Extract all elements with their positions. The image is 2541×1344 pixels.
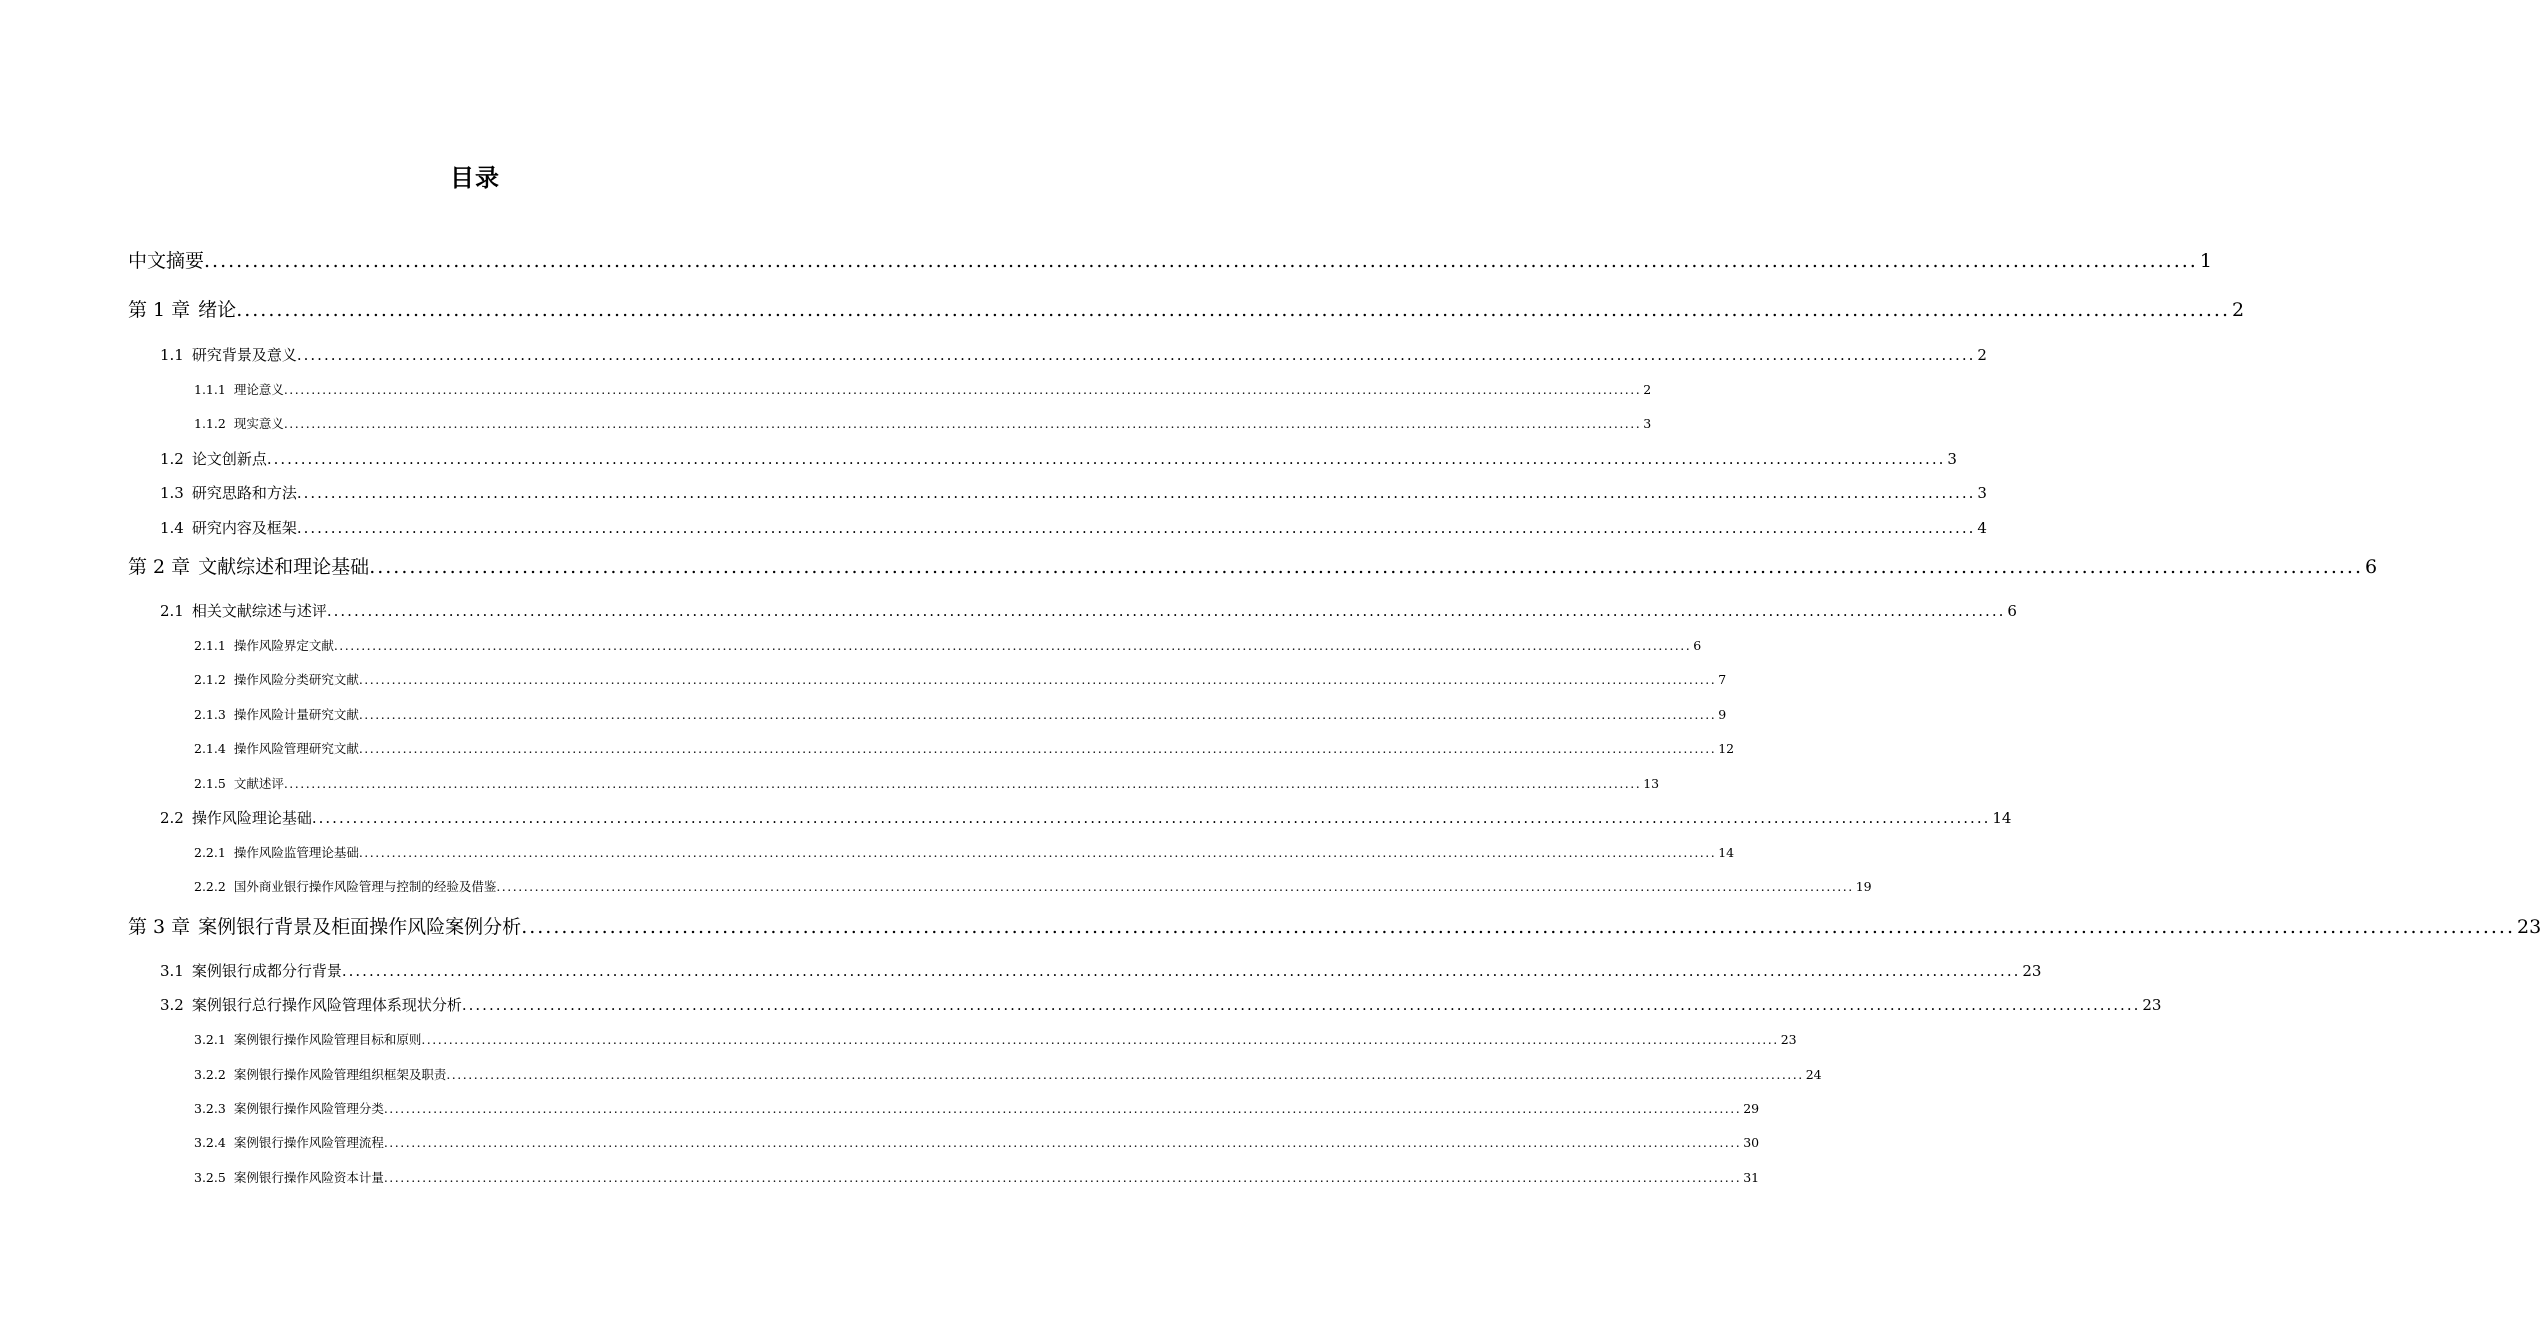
- toc-entry-number: 2.2: [160, 809, 184, 827]
- toc-leader-dots: ........................................................................................................................................................................................................................................................: [369, 556, 2363, 578]
- toc-entry-title: 绪论: [198, 299, 237, 321]
- toc-entry[interactable]: [194, 774, 1660, 792]
- toc-entry-page-number: 23: [2022, 962, 2042, 980]
- toc-entry[interactable]: [194, 705, 1727, 723]
- toc-entry-page-number: 14: [1718, 845, 1735, 860]
- toc-entry-page-number: 19: [1855, 879, 1872, 894]
- toc-entry-page-number: 13: [1643, 776, 1660, 791]
- toc-entry[interactable]: [160, 807, 2012, 828]
- toc-entry-page-number: 29: [1743, 1101, 1760, 1116]
- toc-entry[interactable]: [160, 960, 2042, 981]
- toc-entry-page-number: 6: [1693, 638, 1702, 653]
- toc-entry[interactable]: [160, 344, 1987, 365]
- toc-leader-dots: ........................................................................................................................................................................................................................................................: [383, 1135, 1742, 1150]
- toc-entry[interactable]: [194, 670, 1727, 688]
- toc-entry-number: 3.2.3: [194, 1101, 226, 1116]
- toc-entry-title: 案例银行操作风险管理分类: [233, 1101, 384, 1116]
- toc-leader-dots: ........................................................................................................................................................................................................................................................: [266, 450, 1946, 468]
- toc-entry[interactable]: [128, 912, 2541, 939]
- toc-entry-page-number: 4: [1977, 519, 1987, 537]
- toc-leader-dots: ........................................................................................................................................................................................................................................................: [461, 996, 2141, 1014]
- toc-title: 目录: [450, 164, 500, 192]
- toc-leader-dots: ........................................................................................................................................................................................................................................................: [326, 602, 2006, 620]
- toc-leader-dots: ........................................................................................................................................................................................................................................................: [283, 382, 1642, 397]
- toc-leader-dots: ........................................................................................................................................................................................................................................................: [283, 776, 1642, 791]
- toc-entry-title: 研究背景及意义: [191, 346, 297, 364]
- toc-entry[interactable]: [128, 295, 2245, 322]
- toc-leader-dots: ........................................................................................................................................................................................................................................................: [311, 809, 1991, 827]
- toc-entry-title: 案例银行操作风险管理流程: [233, 1135, 384, 1150]
- toc-entry-title: 文献综述和理论基础: [198, 556, 370, 578]
- toc-entry-title: 案例银行操作风险管理目标和原则: [233, 1032, 422, 1047]
- toc-entry-number: 3.2.4: [194, 1135, 226, 1150]
- toc-leader-dots: ........................................................................................................................................................................................................................................................: [446, 1067, 1804, 1082]
- toc-entry-page-number: 24: [1805, 1067, 1822, 1082]
- toc-entry[interactable]: [160, 600, 2017, 621]
- toc-entry[interactable]: [160, 482, 1987, 503]
- toc-entry-title: 案例银行操作风险管理组织框架及职责: [233, 1067, 447, 1082]
- toc-entry-title: 案例银行成都分行背景: [191, 962, 342, 980]
- toc-entry[interactable]: [194, 380, 1652, 398]
- toc-entry-page-number: 1: [2199, 250, 2212, 272]
- toc-entry-page-number: 14: [1992, 809, 2012, 827]
- toc-leader-dots: ........................................................................................................................................................................................................................................................: [358, 672, 1717, 687]
- toc-entry-page-number: 23: [1780, 1032, 1797, 1047]
- toc-entry[interactable]: [128, 552, 2378, 579]
- toc-entry[interactable]: [194, 843, 1735, 861]
- toc-entry-number: 1.4: [160, 519, 184, 537]
- toc-entry-number: 2.1.5: [194, 776, 226, 791]
- toc-entry-number: 1.1.1: [194, 382, 226, 397]
- toc-entry-title: 论文创新点: [191, 450, 267, 468]
- toc-entry-title: 案例银行总行操作风险管理体系现状分析: [191, 996, 462, 1014]
- toc-entry-number: 2.1.4: [194, 741, 226, 756]
- toc-entry-title: 研究内容及框架: [191, 519, 297, 537]
- toc-entry[interactable]: [160, 448, 1957, 469]
- toc-entry[interactable]: [194, 414, 1652, 432]
- toc-entry-number: 1.1: [160, 346, 184, 364]
- toc-entry-number: 3.2: [160, 996, 184, 1014]
- toc-entry-page-number: 6: [2007, 602, 2017, 620]
- toc-entry-page-number: 3: [1947, 450, 1957, 468]
- toc-leader-dots: ........................................................................................................................................................................................................................................................: [341, 962, 2021, 980]
- toc-entry-title: 操作风险分类研究文献: [233, 672, 359, 687]
- toc-leader-dots: ........................................................................................................................................................................................................................................................: [296, 519, 1976, 537]
- toc-entry-page-number: 7: [1718, 672, 1727, 687]
- toc-entry-number: 3.1: [160, 962, 184, 980]
- toc-leader-dots: ........................................................................................................................................................................................................................................................: [496, 879, 1854, 894]
- toc-entry-number: 第 3 章: [128, 916, 191, 938]
- toc-entry-number: 1.3: [160, 484, 184, 502]
- toc-entry-page-number: 23: [2517, 916, 2541, 938]
- toc-leader-dots: ........................................................................................................................................................................................................................................................: [283, 416, 1642, 431]
- toc-entry-number: 1.2: [160, 450, 184, 468]
- toc-entry-page-number: 23: [2142, 996, 2162, 1014]
- toc-entry[interactable]: [194, 1099, 1760, 1117]
- toc-entry-title: 案例银行背景及柜面操作风险案例分析: [198, 916, 522, 938]
- toc-entry-number: 3.2.1: [194, 1032, 226, 1047]
- toc-entry-title: 相关文献综述与述评: [191, 602, 327, 620]
- toc-entry-number: 2.1.1: [194, 638, 226, 653]
- toc-entry-number: 3.2.2: [194, 1067, 226, 1082]
- toc-entry-number: 2.1.2: [194, 672, 226, 687]
- toc-entry-title: 操作风险理论基础: [191, 809, 312, 827]
- toc-entry-page-number: 2: [1977, 346, 1987, 364]
- toc-entry[interactable]: [128, 246, 2212, 273]
- toc-entry-title: 现实意义: [233, 416, 284, 431]
- toc-entry[interactable]: [194, 1065, 1822, 1083]
- toc-entry-number: 2.1: [160, 602, 184, 620]
- toc-entry-number: 3.2.5: [194, 1170, 226, 1185]
- toc-entry-number: 2.1.3: [194, 707, 226, 722]
- toc-entry-page-number: 6: [2365, 556, 2378, 578]
- toc-entry-title: 操作风险界定文献: [233, 638, 334, 653]
- toc-entry-page-number: 2: [2232, 299, 2245, 321]
- toc-entry-page-number: 12: [1718, 741, 1735, 756]
- toc-leader-dots: ........................................................................................................................................................................................................................................................: [236, 299, 2230, 321]
- toc-leader-dots: ........................................................................................................................................................................................................................................................: [521, 916, 2515, 938]
- toc-entry-number: 第 1 章: [128, 299, 191, 321]
- toc-entry-page-number: 9: [1718, 707, 1727, 722]
- toc-entry[interactable]: [160, 994, 2162, 1015]
- toc-entry[interactable]: [194, 877, 1872, 895]
- toc-leader-dots: ........................................................................................................................................................................................................................................................: [333, 638, 1692, 653]
- toc-entry[interactable]: [194, 1168, 1760, 1186]
- toc-leader-dots: ........................................................................................................................................................................................................................................................: [296, 484, 1976, 502]
- toc-leader-dots: ........................................................................................................................................................................................................................................................: [383, 1170, 1742, 1185]
- toc-leader-dots: ........................................................................................................................................................................................................................................................: [383, 1101, 1742, 1116]
- toc-entry-number: 2.2.1: [194, 845, 226, 860]
- toc-entry-title: 操作风险管理研究文献: [233, 741, 359, 756]
- toc-entry-page-number: 3: [1977, 484, 1987, 502]
- toc-entry[interactable]: [160, 517, 1987, 538]
- toc-leader-dots: ........................................................................................................................................................................................................................................................: [358, 845, 1717, 860]
- toc-entry-title: 操作风险监管理论基础: [233, 845, 359, 860]
- toc-leader-dots: ........................................................................................................................................................................................................................................................: [204, 250, 2198, 272]
- toc-entry-title: 文献述评: [233, 776, 284, 791]
- toc-entry[interactable]: [194, 739, 1735, 757]
- toc-leader-dots: ........................................................................................................................................................................................................................................................: [358, 707, 1717, 722]
- toc-entry-number: 2.2.2: [194, 879, 226, 894]
- toc-leader-dots: ........................................................................................................................................................................................................................................................: [358, 741, 1717, 756]
- toc-leader-dots: ........................................................................................................................................................................................................................................................: [296, 346, 1976, 364]
- toc-entry-page-number: 2: [1643, 382, 1652, 397]
- toc-entry-number: 1.1.2: [194, 416, 226, 431]
- toc-leader-dots: ........................................................................................................................................................................................................................................................: [421, 1032, 1779, 1047]
- toc-entry-title: 国外商业银行操作风险管理与控制的经验及借鉴: [233, 879, 497, 894]
- toc-entry[interactable]: [194, 1030, 1797, 1048]
- toc-entry-title: 理论意义: [233, 382, 284, 397]
- toc-entry[interactable]: [194, 1133, 1760, 1151]
- toc-entry[interactable]: [194, 636, 1702, 654]
- toc-entry-title: 操作风险计量研究文献: [233, 707, 359, 722]
- toc-entry-number: 第 2 章: [128, 556, 191, 578]
- toc-entry-title: 中文摘要: [128, 250, 205, 272]
- toc-entry-title: 研究思路和方法: [191, 484, 297, 502]
- toc-entry-page-number: 3: [1643, 416, 1652, 431]
- toc-entry-page-number: 31: [1743, 1170, 1760, 1185]
- toc-entry-title: 案例银行操作风险资本计量: [233, 1170, 384, 1185]
- toc-entry-page-number: 30: [1743, 1135, 1760, 1150]
